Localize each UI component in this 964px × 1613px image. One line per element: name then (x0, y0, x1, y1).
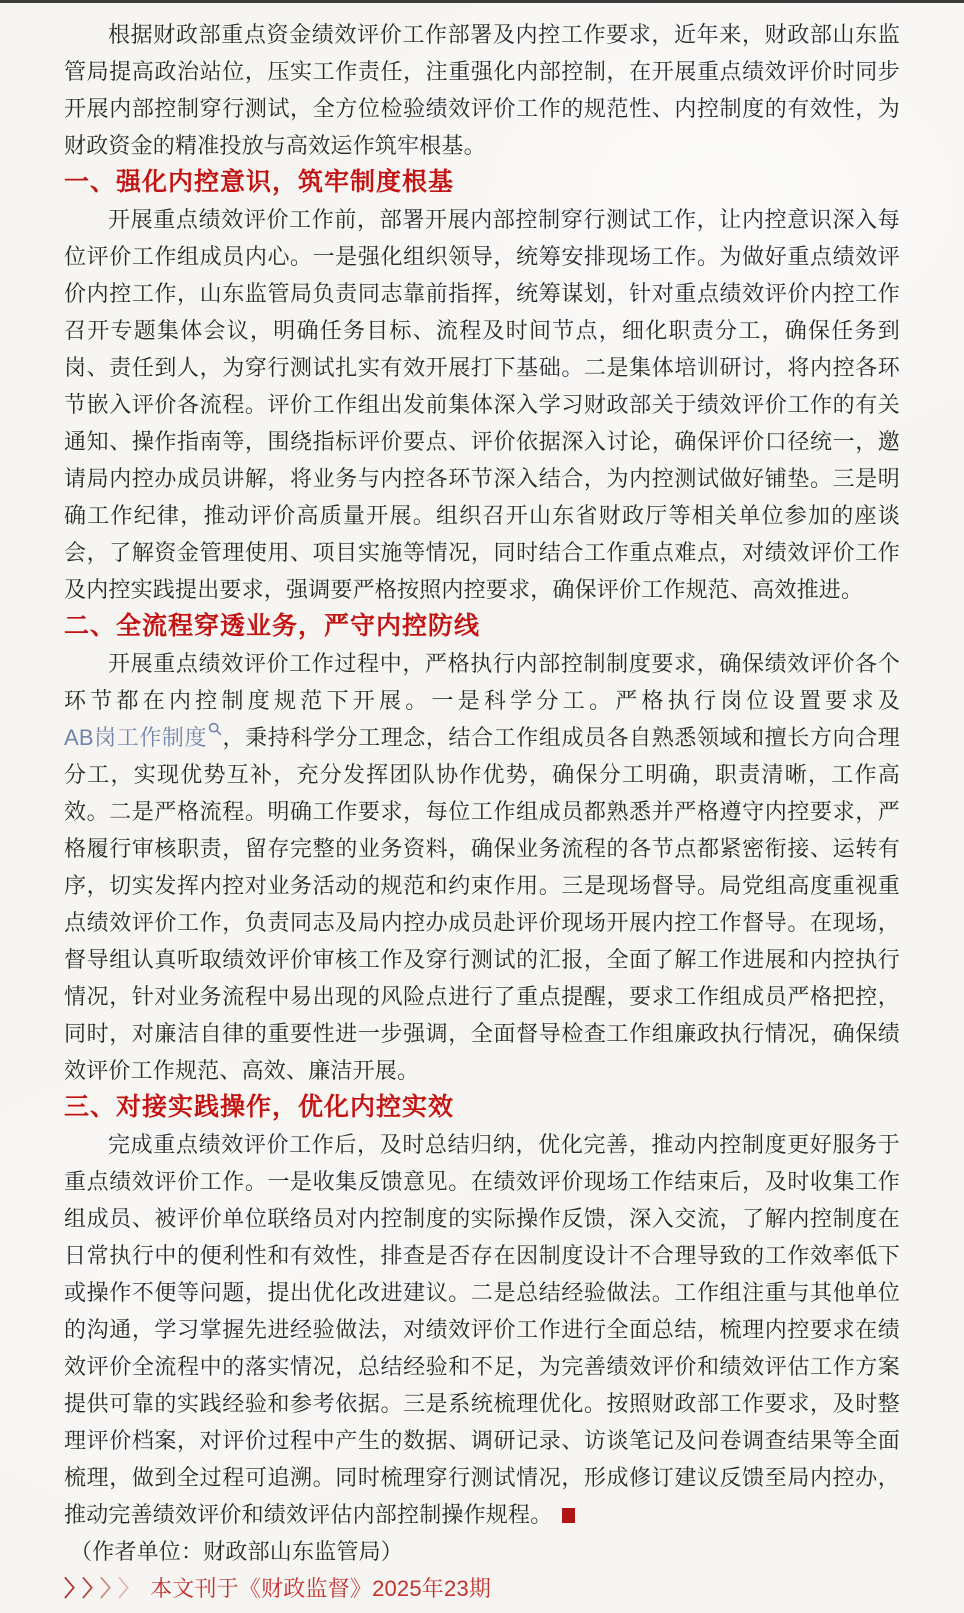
section-2-text-before-link: 开展重点绩效评价工作过程中，严格执行内部控制制度要求，确保绩效评价各个环节都在内控制度规范下开展。一是科学分工。严格执行岗位设置要求及 (64, 651, 900, 713)
intro-paragraph: 根据财政部重点资金绩效评价工作部署及内控工作要求，近年来，财政部山东监管局提高政治站位，压实工作责任，注重强化内部控制，在开展重点绩效评价时同步开展内部控制穿行测试，全方位检验绩效评价工作的规范性、内控制度的有效性，为财政资金的精准投放与高效运作筑牢根基。 (64, 22, 900, 158)
section-heading-3: 三、对接实践操作，优化内控实效 (64, 1093, 455, 1121)
publication-footer (64, 1570, 900, 1607)
section-heading-2: 二、全流程穿透业务，严守内控防线 (64, 612, 481, 640)
section-3-paragraph (64, 1126, 900, 1533)
entity-link-label: AB岗工作制度 (64, 725, 208, 750)
section-2-text-after-link: ，秉持科学分工理念，结合工作组成员各自熟悉领域和擅长方向合理分工，实现优势互补，充分发挥团队协作优势，确保分工明确，职责清晰，工作高效。二是严格流程。明确工作要求，每位工作组成员都熟悉并严格遵守内控要求，严格履行审核职责，留存完整的业务资料，确保业务流程的各节点都紧密衔接、运转有序，切实发挥内控对业务活动的规范和约束作用。三是现场督导。局党组高度重视重点绩效评价工作，负责同志及局内控办成员赴评价现场开展内控工作督导。在现场，督导组认真听取绩效评价审核工作及穿行测试的汇报，全面了解工作进展和内控执行情况，针对业务流程中易出现的风险点进行了重点提醒，要求工作组成员严格把控，同时，对廉洁自律的重要性进一步强调，全面督导检查工作组廉政执行情况，确保绩效评价工作规范、高效、廉洁开展。 (64, 725, 900, 1083)
chevron-fade-marker (64, 1570, 136, 1607)
chevron-icon: 〉 (118, 1576, 137, 1601)
publication-note: 本文刊于《财政监督》2025年23期 (150, 1576, 492, 1601)
chevron-icon: 〉 (100, 1576, 119, 1601)
chevron-icon: 〉 (64, 1576, 83, 1601)
section-1-paragraph: 开展重点绩效评价工作前，部署开展内部控制穿行测试工作，让内控意识深入每位评价工作组成员内心。一是强化组织领导，统筹安排现场工作。为做好重点绩效评价内控工作，山东监管局负责同志靠前指挥，统筹谋划，针对重点绩效评价内控工作召开专题集体会议，明确任务目标、流程及时间节点，细化职责分工，确保任务到岗、责任到人，为穿行测试扎实有效开展打下基础。二是集体培训研讨，将内控各环节嵌入评价各流程。评价工作组出发前集体深入学习财政部关于绩效评价工作的有关通知、操作指南等，围绕指标评价要点、评价依据深入讨论，确保评价口径统一，邀请局内控办成员讲解，将业务与内控各环节深入结合，为内控测试做好铺垫。三是明确工作纪律，推动评价高质量开展。组织召开山东省财政厅等相关单位参加的座谈会，了解资金管理使用、项目实施等情况，同时结合工作重点难点，对绩效评价工作及内控实践提出要求，强调要严格按照内控要求，确保评价工作规范、高效推进。 (64, 207, 900, 602)
chevron-icon: 〉 (82, 1576, 101, 1601)
article-end-mark-icon (562, 1508, 575, 1523)
entity-link-ab-post-system[interactable] (64, 725, 222, 750)
section-2-paragraph (64, 645, 900, 1089)
section-3-text: 完成重点绩效评价工作后，及时总结归纳，优化完善，推动内控制度更好服务于重点绩效评价工作。一是收集反馈意见。在绩效评价现场工作结束后，及时收集工作组成员、被评价单位联络员对内控制度的实际操作反馈，深入交流，了解内控制度在日常执行中的便利性和有效性，排查是否存在因制度设计不合理导致的工作效率低下或操作不便等问题，提出优化改进建议。二是总结经验做法。工作组注重与其他单位的沟通，学习掌握先进经验做法，对绩效评价工作进行全面总结，梳理内控要求在绩效评价全流程中的落实情况，总结经验和不足，为完善绩效评价和绩效评估工作方案提供可靠的实践经验和参考依据。三是系统梳理优化。按照财政部工作要求，及时整理评价档案，对评价过程中产生的数据、调研记录、访谈笔记及问卷调查结果等全面梳理，做到全过程可追溯。同时梳理穿行测试情况，形成修订建议反馈至局内控办，推动完善绩效评价和绩效评估内部控制操作规程。 (64, 1132, 900, 1527)
author-unit-line: （作者单位：财政部山东监管局） (70, 1539, 404, 1564)
section-heading-1: 一、强化内控意识，筑牢制度根基 (64, 168, 455, 196)
search-icon (208, 722, 222, 736)
